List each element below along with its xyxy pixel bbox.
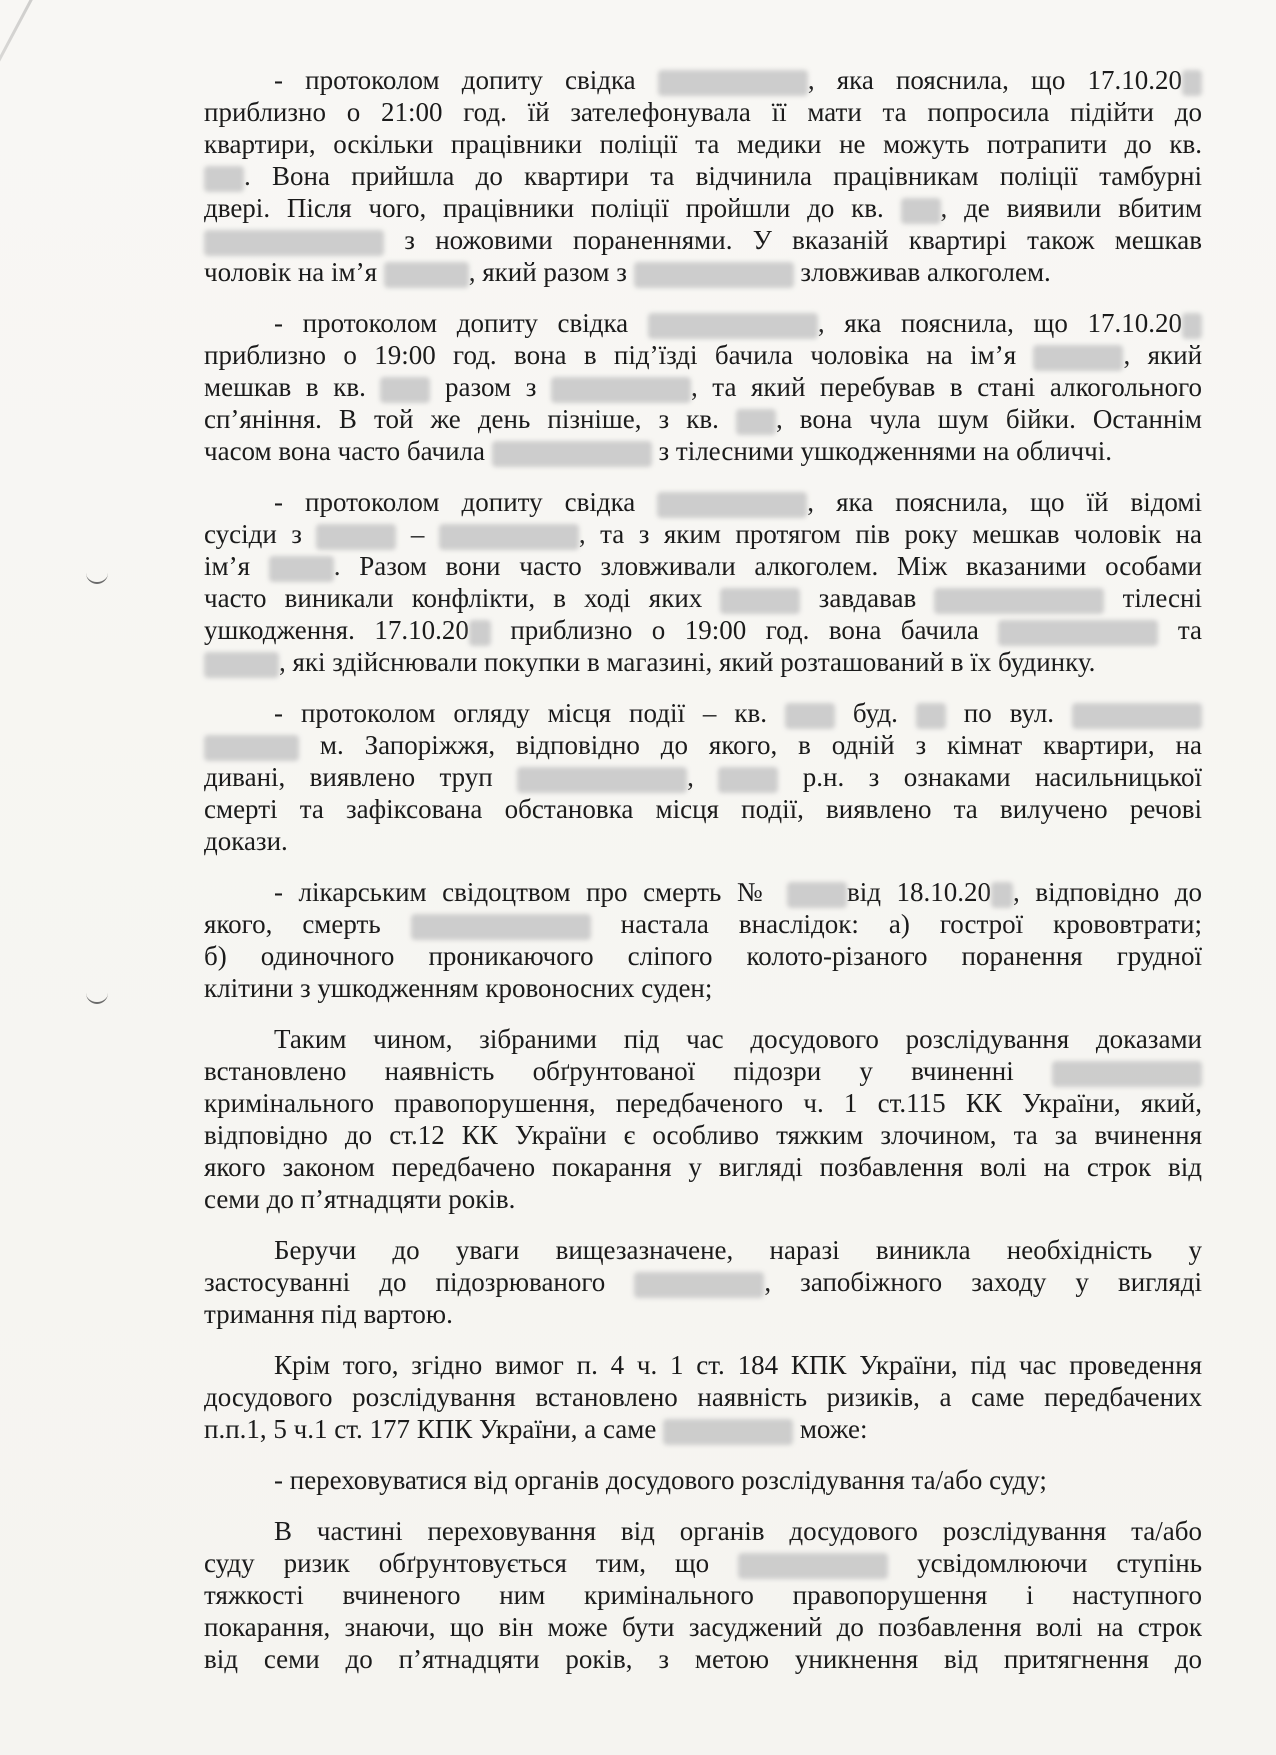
paragraph-conclusion	[204, 1023, 1202, 1215]
text-line: досудового розслідування встановлено наявність ризиків, а саме передбачених	[204, 1382, 1202, 1412]
redaction	[998, 620, 1158, 646]
text-line: відповідно до ст.12 КК України є особливо тяжким злочином, та за вчинення	[204, 1120, 1202, 1150]
text-line: клітини з ушкодженням кровоносних суден;	[204, 973, 713, 1003]
redaction	[991, 882, 1013, 908]
text-line: тяжкості вчиненого ним кримінального правопорушення і наступного	[204, 1580, 1202, 1610]
text-line: двері. Після чого, працівники поліції пройшли до кв. , де виявили вбитим	[204, 193, 1203, 223]
text-line: сусіди з – , та з яким протягом пів року мешкав чоловік на	[204, 519, 1203, 549]
redaction	[720, 588, 800, 614]
paragraph-death-certificate	[204, 876, 1202, 1004]
redaction	[204, 230, 384, 256]
text-line: Таким чином, зібраними під час досудового розслідування доказами	[274, 1024, 1202, 1054]
text-line: квартири, оскільки працівники поліції та медики не можуть потрапити до кв.	[204, 129, 1202, 159]
redaction	[787, 882, 847, 908]
text-line: якого, смерть настала внаслідок: а) гострої крововтрати;	[204, 909, 1203, 939]
paper-fold-mark	[0, 0, 43, 211]
redaction	[916, 703, 946, 729]
redaction	[551, 377, 691, 403]
redaction	[269, 556, 334, 582]
redaction	[469, 620, 491, 646]
redaction	[204, 735, 299, 761]
document-body	[204, 64, 1202, 1694]
redaction	[901, 198, 941, 224]
text-line: - протоколом допиту свідка , яка пояснила, що їй відомі	[274, 487, 1202, 517]
text-line: якого законом передбачено покарання у вигляді позбавлення волі на строк від	[204, 1152, 1202, 1182]
text-line: , які здійснювали покупки в магазині, який розташований в їх будинку.	[204, 646, 1202, 678]
redaction	[1052, 1061, 1202, 1087]
text-line: ушкодження. 17.10.20 приблизно о 19:00 год. вона бачила та	[204, 615, 1203, 645]
redaction	[204, 652, 279, 678]
redaction	[1033, 345, 1123, 371]
text-line: п.п.1, 5 ч.1 ст. 177 КПК України, а саме може:	[204, 1414, 868, 1444]
text-line: чоловік на ім’я , який разом з зловживав алкоголем.	[204, 257, 1051, 287]
paragraph-preventive-measure	[204, 1234, 1202, 1330]
redaction	[316, 524, 396, 550]
text-line: В частині переховування від органів досудового розслідування та/або	[274, 1516, 1202, 1546]
redaction	[1182, 313, 1202, 339]
redaction	[439, 524, 579, 550]
text-line: Крім того, згідно вимог п. 4 ч. 1 ст. 184 КПК України, під час проведення	[274, 1350, 1202, 1380]
text-line: тримання під вартою.	[204, 1299, 453, 1329]
paragraph-witness-3	[204, 486, 1202, 678]
text-line: м. Запоріжжя, відповідно до якого, в одній з кімнат квартири, на	[204, 729, 1202, 761]
redaction	[384, 262, 469, 288]
redaction	[517, 767, 687, 793]
redaction	[634, 262, 794, 288]
text-line: приблизно о 21:00 год. їй зателефонувала її мати та попросила підійти до	[204, 97, 1202, 127]
redaction	[657, 492, 807, 518]
text-line: Беручи до уваги вищезазначене, наразі виникла необхідність у	[274, 1235, 1202, 1265]
text-line: . Вона прийшла до квартири та відчинила працівникам поліції тамбурні	[204, 160, 1202, 192]
text-line: докази.	[204, 826, 288, 856]
text-line: встановлено наявність обґрунтованої підозри у вчиненні	[204, 1055, 1202, 1087]
text-line: часто виникали конфлікти, в ході яких завдавав тілесні	[204, 583, 1202, 613]
text-line: кримінального правопорушення, передбаченого ч. 1 ст.115 КК України, який,	[204, 1088, 1202, 1118]
text-line: суду ризик обґрунтовується тим, що усвідомлюючи ступінь	[204, 1548, 1203, 1578]
redaction	[658, 70, 808, 96]
text-line: дивані, виявлено труп , р.н. з ознаками насильницької	[204, 762, 1203, 792]
redaction	[663, 1419, 793, 1445]
redaction	[1182, 70, 1202, 96]
redaction	[934, 588, 1104, 614]
text-line: семи до п’ятнадцяти років.	[204, 1184, 516, 1214]
text-line: - протоколом допиту свідка , яка пояснила, що 17.10.20	[204, 307, 1202, 339]
redaction	[648, 313, 818, 339]
redaction	[492, 441, 652, 467]
text-line: - переховуватися від органів досудового розслідування та/або суду;	[274, 1465, 1047, 1495]
text-line: застосуванні до підозрюваного , запобіжного заходу у вигляді	[204, 1267, 1202, 1297]
redaction	[1072, 703, 1202, 729]
redaction	[380, 377, 430, 403]
text-line: сп’яніння. В той же день пізніше, з кв. , вона чула шум бійки. Останнім	[204, 404, 1202, 434]
text-line: б) одиночного проникаючого сліпого колото-різаного поранення грудної	[204, 941, 1202, 971]
text-line: - протоколом допиту свідка , яка пояснила, що 17.10.20	[204, 64, 1202, 96]
text-line: часом вона часто бачила з тілесними ушкодженнями на обличчі.	[204, 436, 1112, 466]
text-line: покарання, знаючи, що він може бути засуджений до позбавлення волі на строк	[204, 1612, 1202, 1642]
paragraph-scene-inspection	[204, 697, 1202, 857]
redaction	[785, 703, 835, 729]
text-line: ім’я . Разом вони часто зловживали алкоголем. Між вказаними особами	[204, 551, 1202, 581]
text-line: смерті та зафіксована обстановка місця події, виявлено та вилучено речові	[204, 794, 1202, 824]
paragraph-witness-2	[204, 307, 1202, 467]
redaction	[718, 767, 778, 793]
redaction	[738, 1553, 888, 1579]
text-line: приблизно о 19:00 год. вона в під’їзді бачила чоловіка на ім’я , який	[204, 340, 1203, 370]
paragraph-risks	[204, 1349, 1202, 1445]
text-line: мешкав в кв. разом з , та який перебував в стані алкогольного	[204, 372, 1202, 402]
paragraph-risk-item	[204, 1464, 1202, 1496]
text-line: - лікарським свідоцтвом про смерть № від 18.10.20 , відповідно до	[274, 877, 1202, 907]
redaction	[204, 166, 244, 192]
text-line: з ножовими пораненнями. У вказаній квартирі також мешкав	[204, 224, 1202, 256]
paragraph-risk-justification	[204, 1515, 1202, 1675]
redaction	[736, 409, 776, 435]
text-line: - протоколом огляду місця події – кв. буд. по вул.	[204, 697, 1202, 729]
redaction	[634, 1272, 764, 1298]
punch-hole-mark	[86, 572, 108, 584]
redaction	[411, 914, 591, 940]
text-line: від семи до п’ятнадцяти років, з метою уникнення від притягнення до	[204, 1644, 1202, 1674]
punch-hole-mark	[86, 992, 108, 1004]
paragraph-witness-1	[204, 64, 1202, 288]
